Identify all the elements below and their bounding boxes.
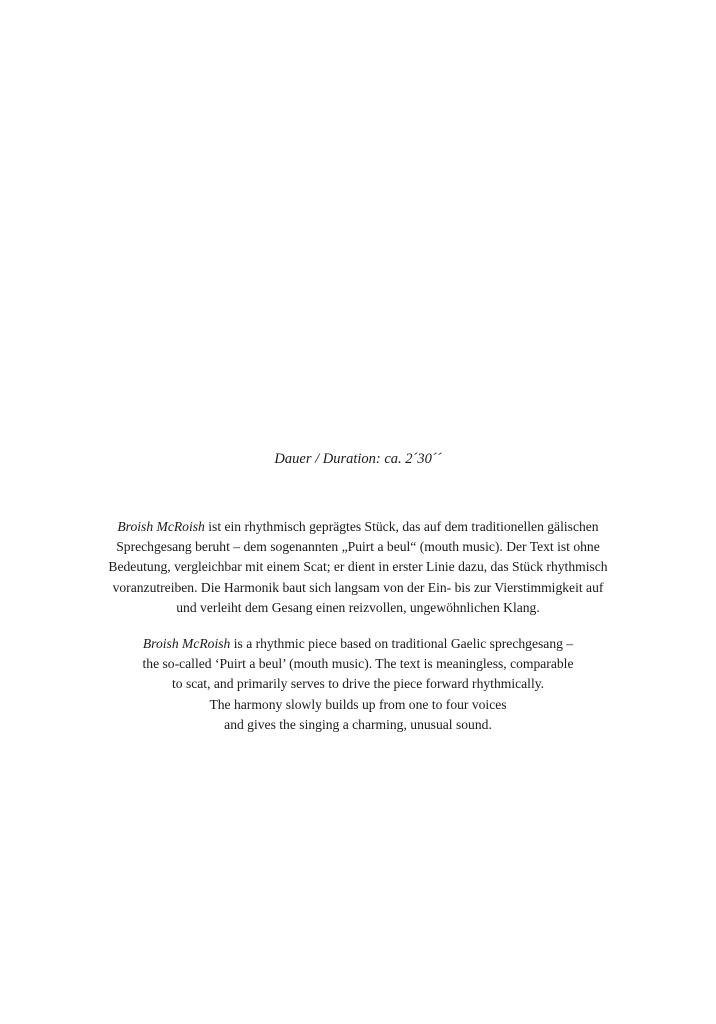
english-line-4: The harmony slowly builds up from one to four voices <box>209 696 507 712</box>
german-line-1 <box>80 517 636 537</box>
english-line-1-text: is a rhythmic piece based on traditional Gaelic sprechgesang – <box>230 636 574 651</box>
english-line-5: and gives the singing a charming, unusual sound. <box>224 716 492 732</box>
english-line-1 <box>80 634 636 654</box>
german-line-3: Bedeutung, vergleichbar mit einem Scat; er dient in erster Linie dazu, das Stück rhythmisch <box>108 559 608 575</box>
english-line-3: to scat, and primarily serves to drive the piece forward rhythmically. <box>171 676 545 692</box>
german-piece-title: Broish McRoish <box>117 519 205 534</box>
english-line-2: the so-called ‘Puirt a beul’ (mouth music). The text is meaningless, comparable <box>142 656 574 672</box>
german-line-2: Sprechgesang beruht – dem sogenannten „Puirt a beul“ (mouth music). Der Text ist ohne <box>116 539 600 555</box>
english-piece-title: Broish McRoish <box>142 636 231 651</box>
german-description <box>80 517 636 618</box>
duration-heading: Dauer / Duration: ca. 2´30´´ <box>274 451 442 467</box>
english-description <box>80 634 636 735</box>
german-line-5: und verleiht dem Gesang einen reizvollen, ungewöhnlichen Klang. <box>176 599 540 615</box>
german-line-4: voranzutreiben. Die Harmonik baut sich langsam von der Ein- bis zur Vierstimmigkeit auf <box>112 579 604 595</box>
german-line-1-text: ist ein rhythmisch geprägtes Stück, das auf dem traditionellen gälischen <box>204 519 599 534</box>
